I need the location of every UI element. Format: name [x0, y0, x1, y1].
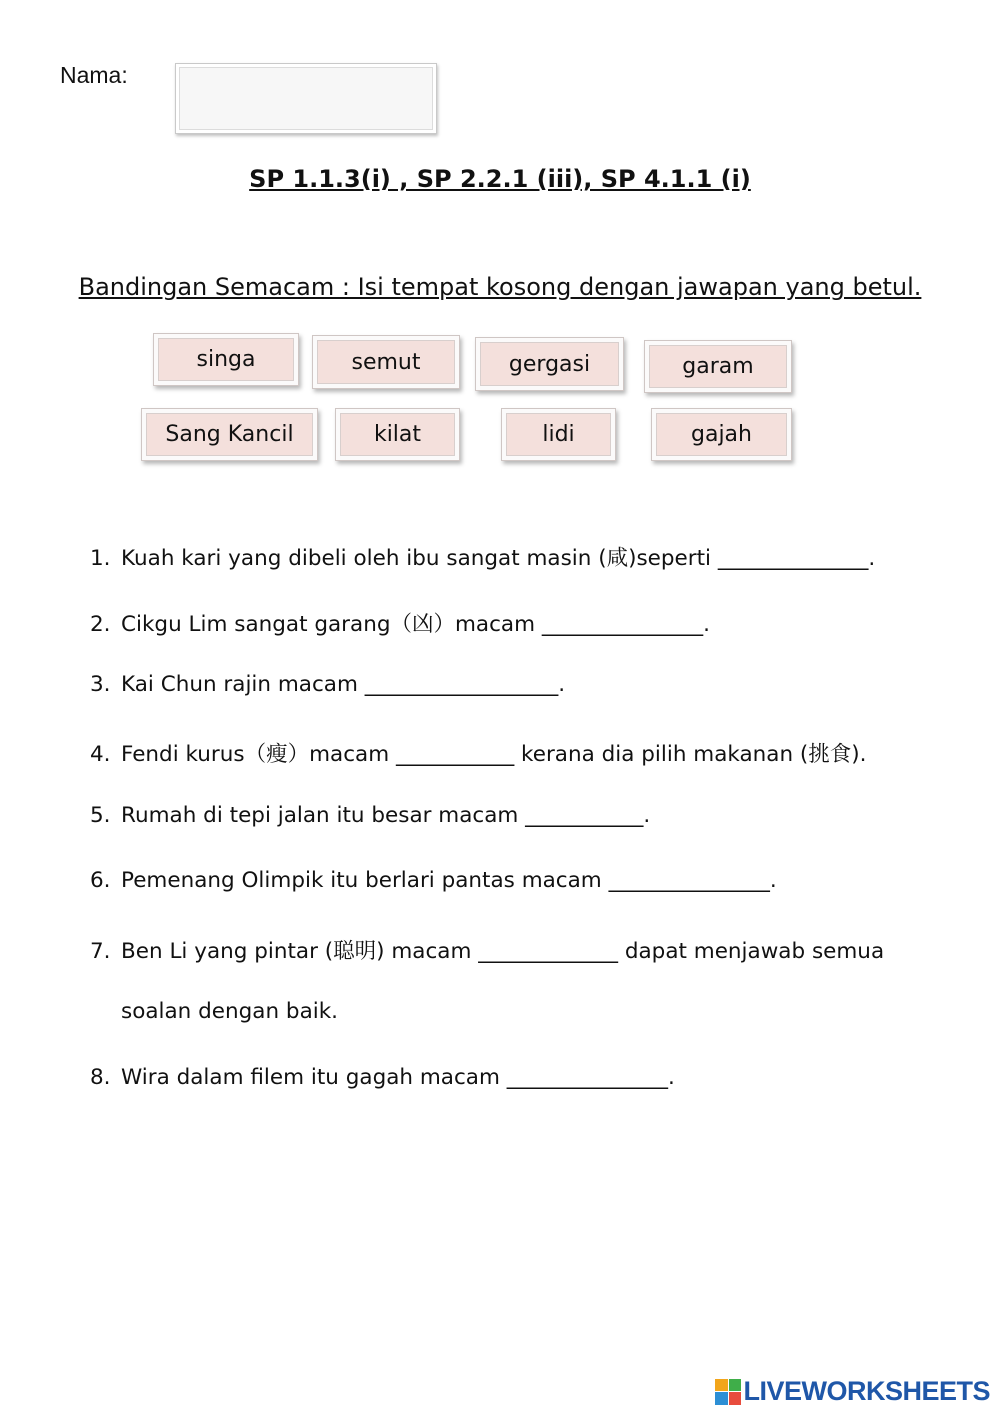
question-7-continuation: soalan dengan baik.: [121, 999, 339, 1024]
question-5: [90, 803, 650, 828]
question-8: [90, 1065, 675, 1090]
question-number: 6.: [90, 868, 111, 893]
word-option[interactable]: singa: [153, 333, 299, 386]
question-number: 3.: [90, 672, 111, 697]
question-number: 8.: [90, 1065, 111, 1090]
question-text: Cikgu Lim sangat garang（凶）macam _______________.: [121, 612, 710, 637]
brand-name: LIVEWORKSHEETS: [743, 1376, 990, 1406]
name-input-box[interactable]: [175, 63, 437, 134]
question-4: [90, 737, 867, 768]
instruction-heading: Bandingan Semacam : Isi tempat kosong dengan jawapan yang betul.: [78, 273, 922, 301]
liveworksheets-logo: [715, 1376, 990, 1407]
standard-codes: SP 1.1.3(i) , SP 2.2.1 (iii), SP 4.1.1 (i): [249, 165, 751, 193]
word-option[interactable]: Sang Kancil: [141, 408, 318, 461]
question-1: [90, 541, 875, 572]
name-label: Nama:: [60, 62, 128, 88]
word-option[interactable]: gajah: [651, 408, 792, 461]
logo-blocks-icon: [715, 1379, 741, 1405]
question-number: 4.: [90, 742, 111, 767]
word-option[interactable]: lidi: [501, 408, 616, 461]
question-6: [90, 868, 777, 893]
word-option[interactable]: gergasi: [475, 337, 624, 391]
question-7: [90, 934, 884, 965]
question-text: Kuah kari yang dibeli oleh ibu sangat masin (咸)seperti ______________.: [121, 546, 876, 571]
question-number: 7.: [90, 939, 111, 964]
question-3: [90, 672, 565, 697]
word-option[interactable]: kilat: [335, 408, 460, 461]
question-2: [90, 607, 710, 638]
question-text: Kai Chun rajin macam __________________.: [121, 672, 566, 697]
question-number: 2.: [90, 612, 111, 637]
question-text: Pemenang Olimpik itu berlari pantas macam _______________.: [121, 868, 777, 893]
word-option[interactable]: semut: [312, 335, 460, 389]
question-text: Fendi kurus（瘦）macam ___________ kerana dia pilih makanan (挑食).: [121, 742, 867, 767]
question-number: 1.: [90, 546, 111, 571]
question-text: Wira dalam filem itu gagah macam _______________.: [121, 1065, 675, 1090]
question-text: Rumah di tepi jalan itu besar macam ___________.: [121, 803, 651, 828]
word-option[interactable]: garam: [644, 340, 792, 393]
question-text: Ben Li yang pintar (聪明) macam _____________ dapat menjawab semua: [121, 939, 885, 964]
question-number: 5.: [90, 803, 111, 828]
